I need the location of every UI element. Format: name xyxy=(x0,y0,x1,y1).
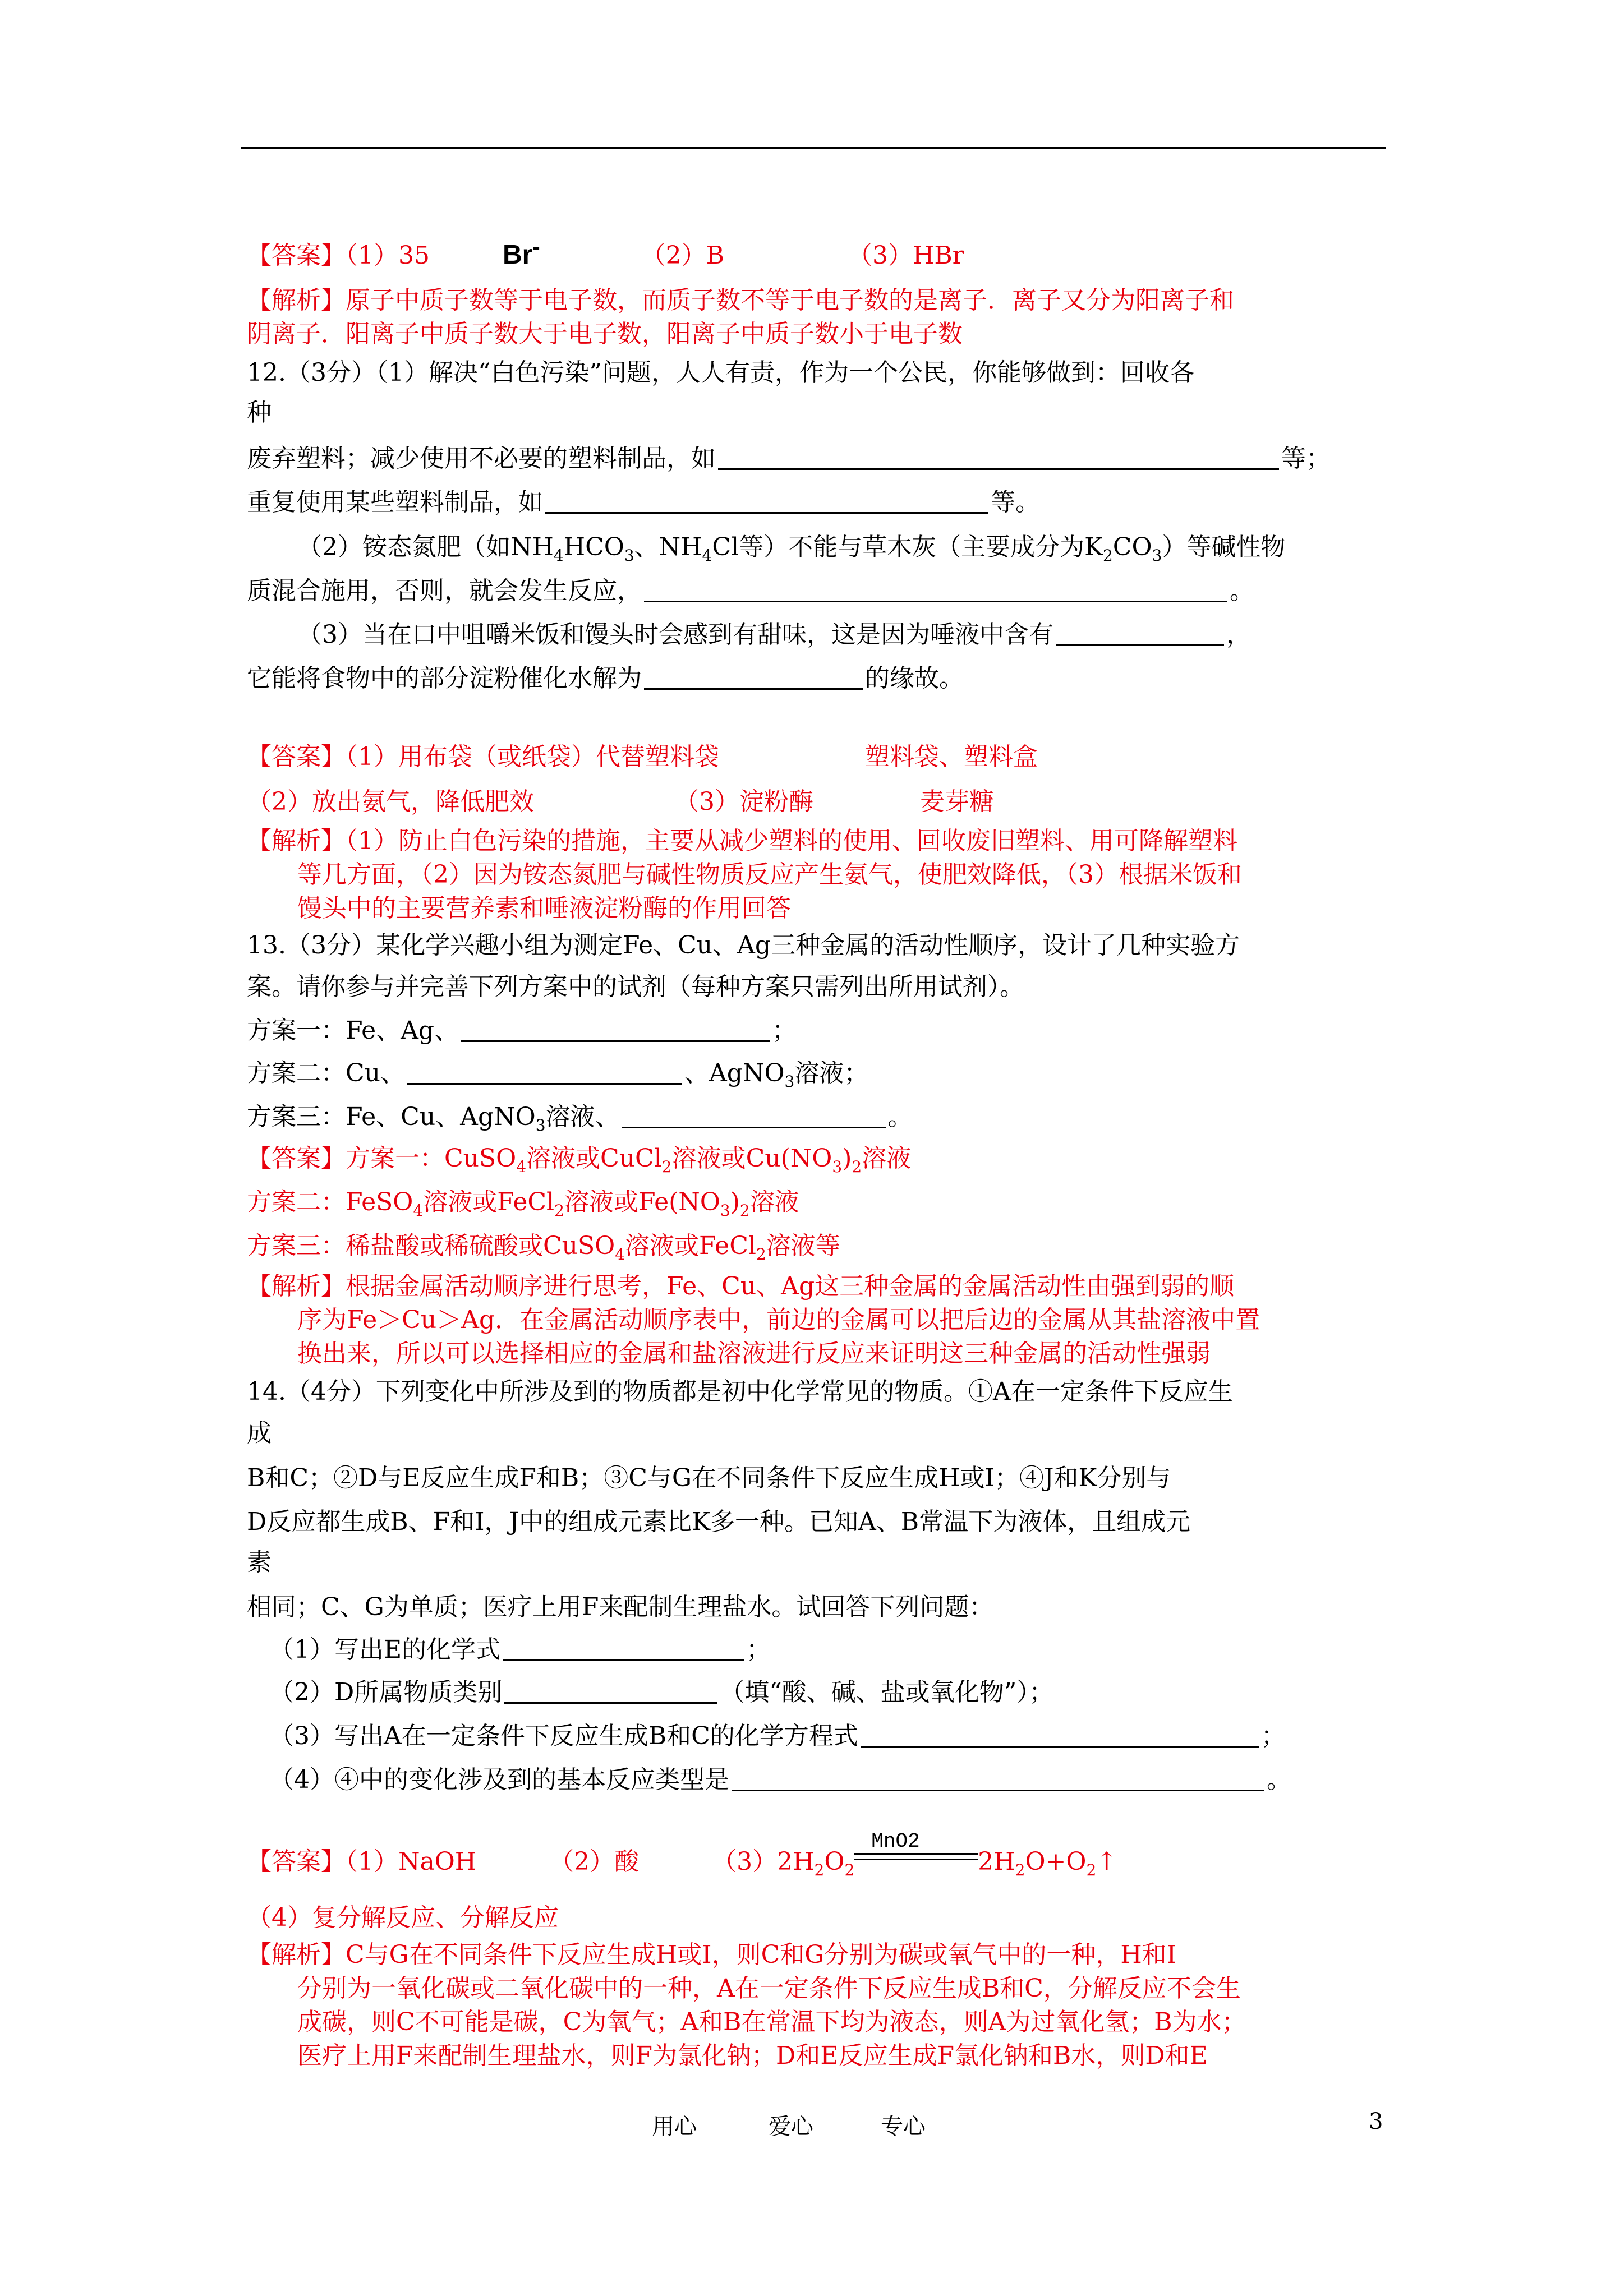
q12-text: 的缘故。 xyxy=(865,664,964,693)
explanation-text: C与G在不同条件下反应生成H或I，则C和G分别为碳或氧气中的一种，H和I xyxy=(346,1940,1177,1969)
q14-line1: 14.（4分）下列变化中所涉及到的物质都是初中化学常见的物质。①A在一定条件下反应生 xyxy=(247,1377,1233,1406)
explanation-label: 【解析】 xyxy=(247,286,346,315)
subscript: 3 xyxy=(784,1072,795,1091)
q11-answer xyxy=(247,230,964,273)
answer-text: （3）淀粉酶 xyxy=(674,787,813,816)
q12-line4 xyxy=(247,486,1040,519)
q12-text: ）等碱性物 xyxy=(1162,533,1286,561)
q11-explanation-line2: 阴离子．阳离子中质子数大于电子数，阳离子中质子数小于电子数 xyxy=(247,320,963,348)
q12-text: （3）当在口中咀嚼米饭和馒头时会感到有甜味，这是因为唾液中含有 xyxy=(297,620,1053,649)
subscript: 3 xyxy=(720,1201,730,1220)
answer-label: 【答案】 xyxy=(247,1847,346,1876)
answer-text: ) xyxy=(730,1188,740,1216)
q13-explanation-line2: 序为Fe＞Cu＞Ag．在金属活动顺序表中，前边的金属可以把后边的金属从其盐溶液中置 xyxy=(297,1306,1260,1334)
q12-text: 等； xyxy=(1281,444,1331,473)
subscript: 2 xyxy=(554,1201,564,1220)
answer-blank[interactable] xyxy=(861,1723,1259,1748)
q12-text: HCO xyxy=(563,533,624,561)
q14-answer-line1 xyxy=(247,1830,1117,1887)
page-number: 3 xyxy=(1369,2109,1383,2134)
q13-text: 方案二：Cu、 xyxy=(247,1059,406,1087)
q12-text: CO xyxy=(1112,533,1152,561)
q13-text: ； xyxy=(772,1016,797,1045)
q14-text: （填“酸、碱、盐或氧化物”）； xyxy=(720,1678,1054,1707)
q14-sub3 xyxy=(269,1719,1286,1753)
q12-line5 xyxy=(297,531,1285,573)
footer-motto-1: 用心 xyxy=(652,2114,697,2140)
br-charge: - xyxy=(532,234,540,259)
q14-explanation-line3: 成碳，则C不可能是碳，C为氧气；A和B在常温下均为液态，则A为过氧化氢；B为水； xyxy=(297,2008,1246,2036)
q13-explanation-line3: 换出来，所以可以选择相应的金属和盐溶液进行反应来证明这三种金属的活动性强弱 xyxy=(297,1339,1211,1368)
q14-text: ； xyxy=(746,1635,771,1664)
q14-answer-line2: （4）复分解反应、分解反应 xyxy=(247,1903,559,1932)
answer-2: （2）B xyxy=(641,241,724,270)
answer-blank[interactable] xyxy=(622,1104,886,1128)
q13-text: 溶液、 xyxy=(545,1103,620,1131)
q14-explanation-line2: 分别为一氧化碳或二氧化碳中的一种，A在一定条件下反应生成B和C，分解反应不会生 xyxy=(297,1974,1241,2003)
explanation-text: 根据金属活动顺序进行思考，Fe、Cu、Ag这三种金属的金属活动性由强到弱的顺 xyxy=(346,1272,1235,1301)
q12-text: （2）铵态氮肥（如NH xyxy=(297,533,554,561)
q12-text: 。 xyxy=(1230,577,1254,605)
answer-text: 溶液或FeCl xyxy=(423,1188,555,1216)
answer-text: 塑料袋、塑料盒 xyxy=(865,743,1038,771)
answer-blank[interactable] xyxy=(1056,622,1224,646)
answer-text: （2）放出氨气，降低肥效 xyxy=(247,787,534,816)
answer-blank[interactable] xyxy=(407,1061,682,1085)
answer-blank[interactable] xyxy=(644,578,1227,602)
answer-blank[interactable] xyxy=(504,1680,717,1704)
q14-sub2 xyxy=(269,1676,1053,1709)
subscript: 2 xyxy=(661,1157,672,1176)
q12-explanation-line3: 馒头中的主要营养素和唾液淀粉酶的作用回答 xyxy=(297,894,791,923)
answer-text: 溶液等 xyxy=(766,1232,840,1260)
answer-br xyxy=(502,234,540,270)
answer-text: （3）2H xyxy=(712,1847,815,1876)
subscript: 2 xyxy=(1102,546,1113,565)
q14-explanation-line4: 医疗上用F来配制生理盐水，则F为氯化钠；D和E反应生成F氯化钠和B水，则D和E xyxy=(297,2041,1208,2070)
subscript: 4 xyxy=(615,1244,625,1264)
header-rule xyxy=(241,147,1386,149)
subscript: 4 xyxy=(413,1201,424,1220)
answer-blank[interactable] xyxy=(461,1018,770,1042)
gas-arrow: ↑ xyxy=(1096,1847,1117,1876)
q13-answer-line2 xyxy=(247,1186,799,1228)
q14-text: ； xyxy=(1260,1722,1286,1750)
q13-plan3 xyxy=(247,1100,913,1142)
q12-line3 xyxy=(247,442,1331,476)
answer-blank[interactable] xyxy=(503,1637,744,1661)
q13-text: 溶液； xyxy=(794,1059,869,1087)
q12-explanation-line2: 等几方面，（2）因为铵态氮肥与碱性物质反应产生氨气，使肥效降低，（3）根据米饭和 xyxy=(297,860,1242,889)
q13-text: 、AgNO xyxy=(684,1059,785,1087)
answer-blank[interactable] xyxy=(732,1767,1264,1791)
q14-line2: 成 xyxy=(247,1419,272,1447)
q14-text: 。 xyxy=(1267,1765,1291,1794)
q12-text: 重复使用某些塑料制品，如 xyxy=(247,488,543,517)
q12-text: 、NH xyxy=(634,533,702,561)
q12-text: 它能将食物中的部分淀粉催化水解为 xyxy=(247,664,642,693)
q12-explanation-line1 xyxy=(247,824,1237,858)
subscript: 2 xyxy=(1015,1860,1025,1879)
answer-blank[interactable] xyxy=(718,446,1279,470)
q14-sub1 xyxy=(269,1633,771,1667)
answer-text: 方案二：FeSO xyxy=(247,1188,413,1216)
answer-text: 溶液或FeCl xyxy=(625,1232,756,1260)
answer-label: 【答案】 xyxy=(247,241,346,270)
subscript: 3 xyxy=(1152,546,1162,565)
subscript: 4 xyxy=(702,546,712,565)
q12-line7 xyxy=(297,618,1251,652)
q14-line4: D反应都生成B、F和I，J中的组成元素比K多一种。已知A、B常温下为液体，且组成元 xyxy=(247,1507,1191,1536)
q13-explanation-line1 xyxy=(247,1270,1234,1303)
subscript: 4 xyxy=(553,546,564,565)
q12-text: 等。 xyxy=(991,488,1040,517)
answer-text: O xyxy=(824,1847,845,1876)
q14-line6: 相同；C、G为单质；医疗上用F来配制生理盐水。试回答下列问题： xyxy=(247,1593,994,1621)
q14-explanation-line1 xyxy=(247,1938,1176,1972)
q12-text: 废弃塑料；减少使用不必要的塑料制品，如 xyxy=(247,444,716,473)
explanation-label: 【解析】 xyxy=(247,1272,346,1301)
q14-text: （1）写出E的化学式 xyxy=(269,1635,501,1664)
footer-motto-3: 专心 xyxy=(881,2114,926,2140)
q14-text: （2）D所属物质类别 xyxy=(269,1678,503,1707)
subscript: 2 xyxy=(756,1244,766,1264)
subscript: 2 xyxy=(1086,1860,1097,1879)
subscript: 4 xyxy=(516,1157,527,1176)
answer-text: 溶液或Cu(NO xyxy=(671,1144,832,1173)
q12-answer-line2 xyxy=(247,785,994,819)
answer-blank[interactable] xyxy=(545,490,988,514)
explanation-text: 原子中质子数等于电子数，而质子数不等于电子数的是离子．离子又分为阳离子和 xyxy=(346,286,1234,315)
answer-text: （1）用布袋（或纸袋）代替塑料袋 xyxy=(346,743,719,771)
answer-1: （1）35 xyxy=(346,241,430,270)
q12-text: Cl等）不能与草木灰（主要成分为K xyxy=(712,533,1103,561)
answer-text: O+O xyxy=(1025,1847,1087,1876)
catalyst-label: MnO2 xyxy=(871,1830,920,1853)
reaction-condition xyxy=(854,1830,978,1870)
answer-text: 方案一：CuSO xyxy=(346,1144,517,1173)
answer-text: 溶液 xyxy=(862,1144,912,1173)
q12-line6 xyxy=(247,574,1254,608)
subscript: 2 xyxy=(814,1860,825,1879)
q14-line3: B和C；②D与E反应生成F和B；③C与G在不同条件下反应生成H或I；④J和K分别与 xyxy=(247,1464,1171,1492)
q12-text: ， xyxy=(1226,620,1251,649)
subscript: 2 xyxy=(844,1860,855,1879)
q13-line2: 案。请你参与并完善下列方案中的试剂（每种方案只需列出所用试剂）。 xyxy=(247,972,1024,1001)
q12-answer-line1 xyxy=(247,740,1038,774)
q12-line8 xyxy=(247,662,964,695)
footer-motto-2: 爱心 xyxy=(769,2114,813,2140)
subscript: 3 xyxy=(535,1115,546,1135)
answer-blank[interactable] xyxy=(644,666,863,690)
q14-text: （3）写出A在一定条件下反应生成B和C的化学方程式 xyxy=(269,1722,858,1750)
q14-sub4 xyxy=(269,1763,1291,1797)
answer-text: 溶液 xyxy=(749,1188,799,1216)
explanation-text: （1）防止白色污染的措施，主要从减少塑料的使用、回收废旧塑料、用可降解塑料 xyxy=(346,827,1237,855)
q11-explanation-line1 xyxy=(247,284,1234,317)
answer-3: （3）HBr xyxy=(847,241,964,270)
answer-text: ) xyxy=(842,1144,852,1173)
q12-line1: 12.（3分）（1）解决“白色污染”问题，人人有责，作为一个公民，你能够做到：回收各 xyxy=(247,358,1194,387)
q13-text: 方案一：Fe、Ag、 xyxy=(247,1016,459,1045)
br-symbol: Br xyxy=(502,240,533,270)
q12-line2: 种 xyxy=(247,398,272,427)
answer-text: （1）NaOH xyxy=(346,1847,477,1876)
q13-text: 。 xyxy=(887,1103,913,1131)
answer-text: 溶液或CuCl xyxy=(526,1144,662,1173)
answer-text: （2）酸 xyxy=(549,1847,640,1876)
answer-text: 2H xyxy=(978,1847,1015,1876)
q13-answer-line1 xyxy=(247,1142,911,1184)
equals-line-bottom xyxy=(854,1859,978,1860)
answer-text: 溶液或Fe(NO xyxy=(564,1188,720,1216)
subscript: 3 xyxy=(832,1157,843,1176)
q13-text: 方案三：Fe、Cu、AgNO xyxy=(247,1103,536,1131)
q13-plan2 xyxy=(247,1057,868,1099)
answer-text: 方案三：稀盐酸或稀硫酸或CuSO xyxy=(247,1232,615,1260)
q13-answer-line3 xyxy=(247,1229,840,1271)
subscript: 3 xyxy=(624,546,634,565)
subscript: 2 xyxy=(739,1201,750,1220)
q14-text: （4）④中的变化涉及到的基本反应类型是 xyxy=(269,1765,729,1794)
q14-line5: 素 xyxy=(247,1548,272,1576)
explanation-label: 【解析】 xyxy=(247,1940,346,1969)
answer-label: 【答案】 xyxy=(247,743,346,771)
q12-text: 质混合施用，否则，就会发生反应， xyxy=(247,577,642,605)
q13-line1: 13.（3分）某化学兴趣小组为测定Fe、Cu、Ag三种金属的活动性顺序，设计了几种实验方 xyxy=(247,931,1240,960)
q13-plan1 xyxy=(247,1014,797,1048)
equals-line-top xyxy=(854,1853,978,1855)
answer-text: 麦芽糖 xyxy=(920,787,994,816)
answer-label: 【答案】 xyxy=(247,1144,346,1173)
subscript: 2 xyxy=(852,1157,862,1176)
explanation-label: 【解析】 xyxy=(247,827,346,855)
